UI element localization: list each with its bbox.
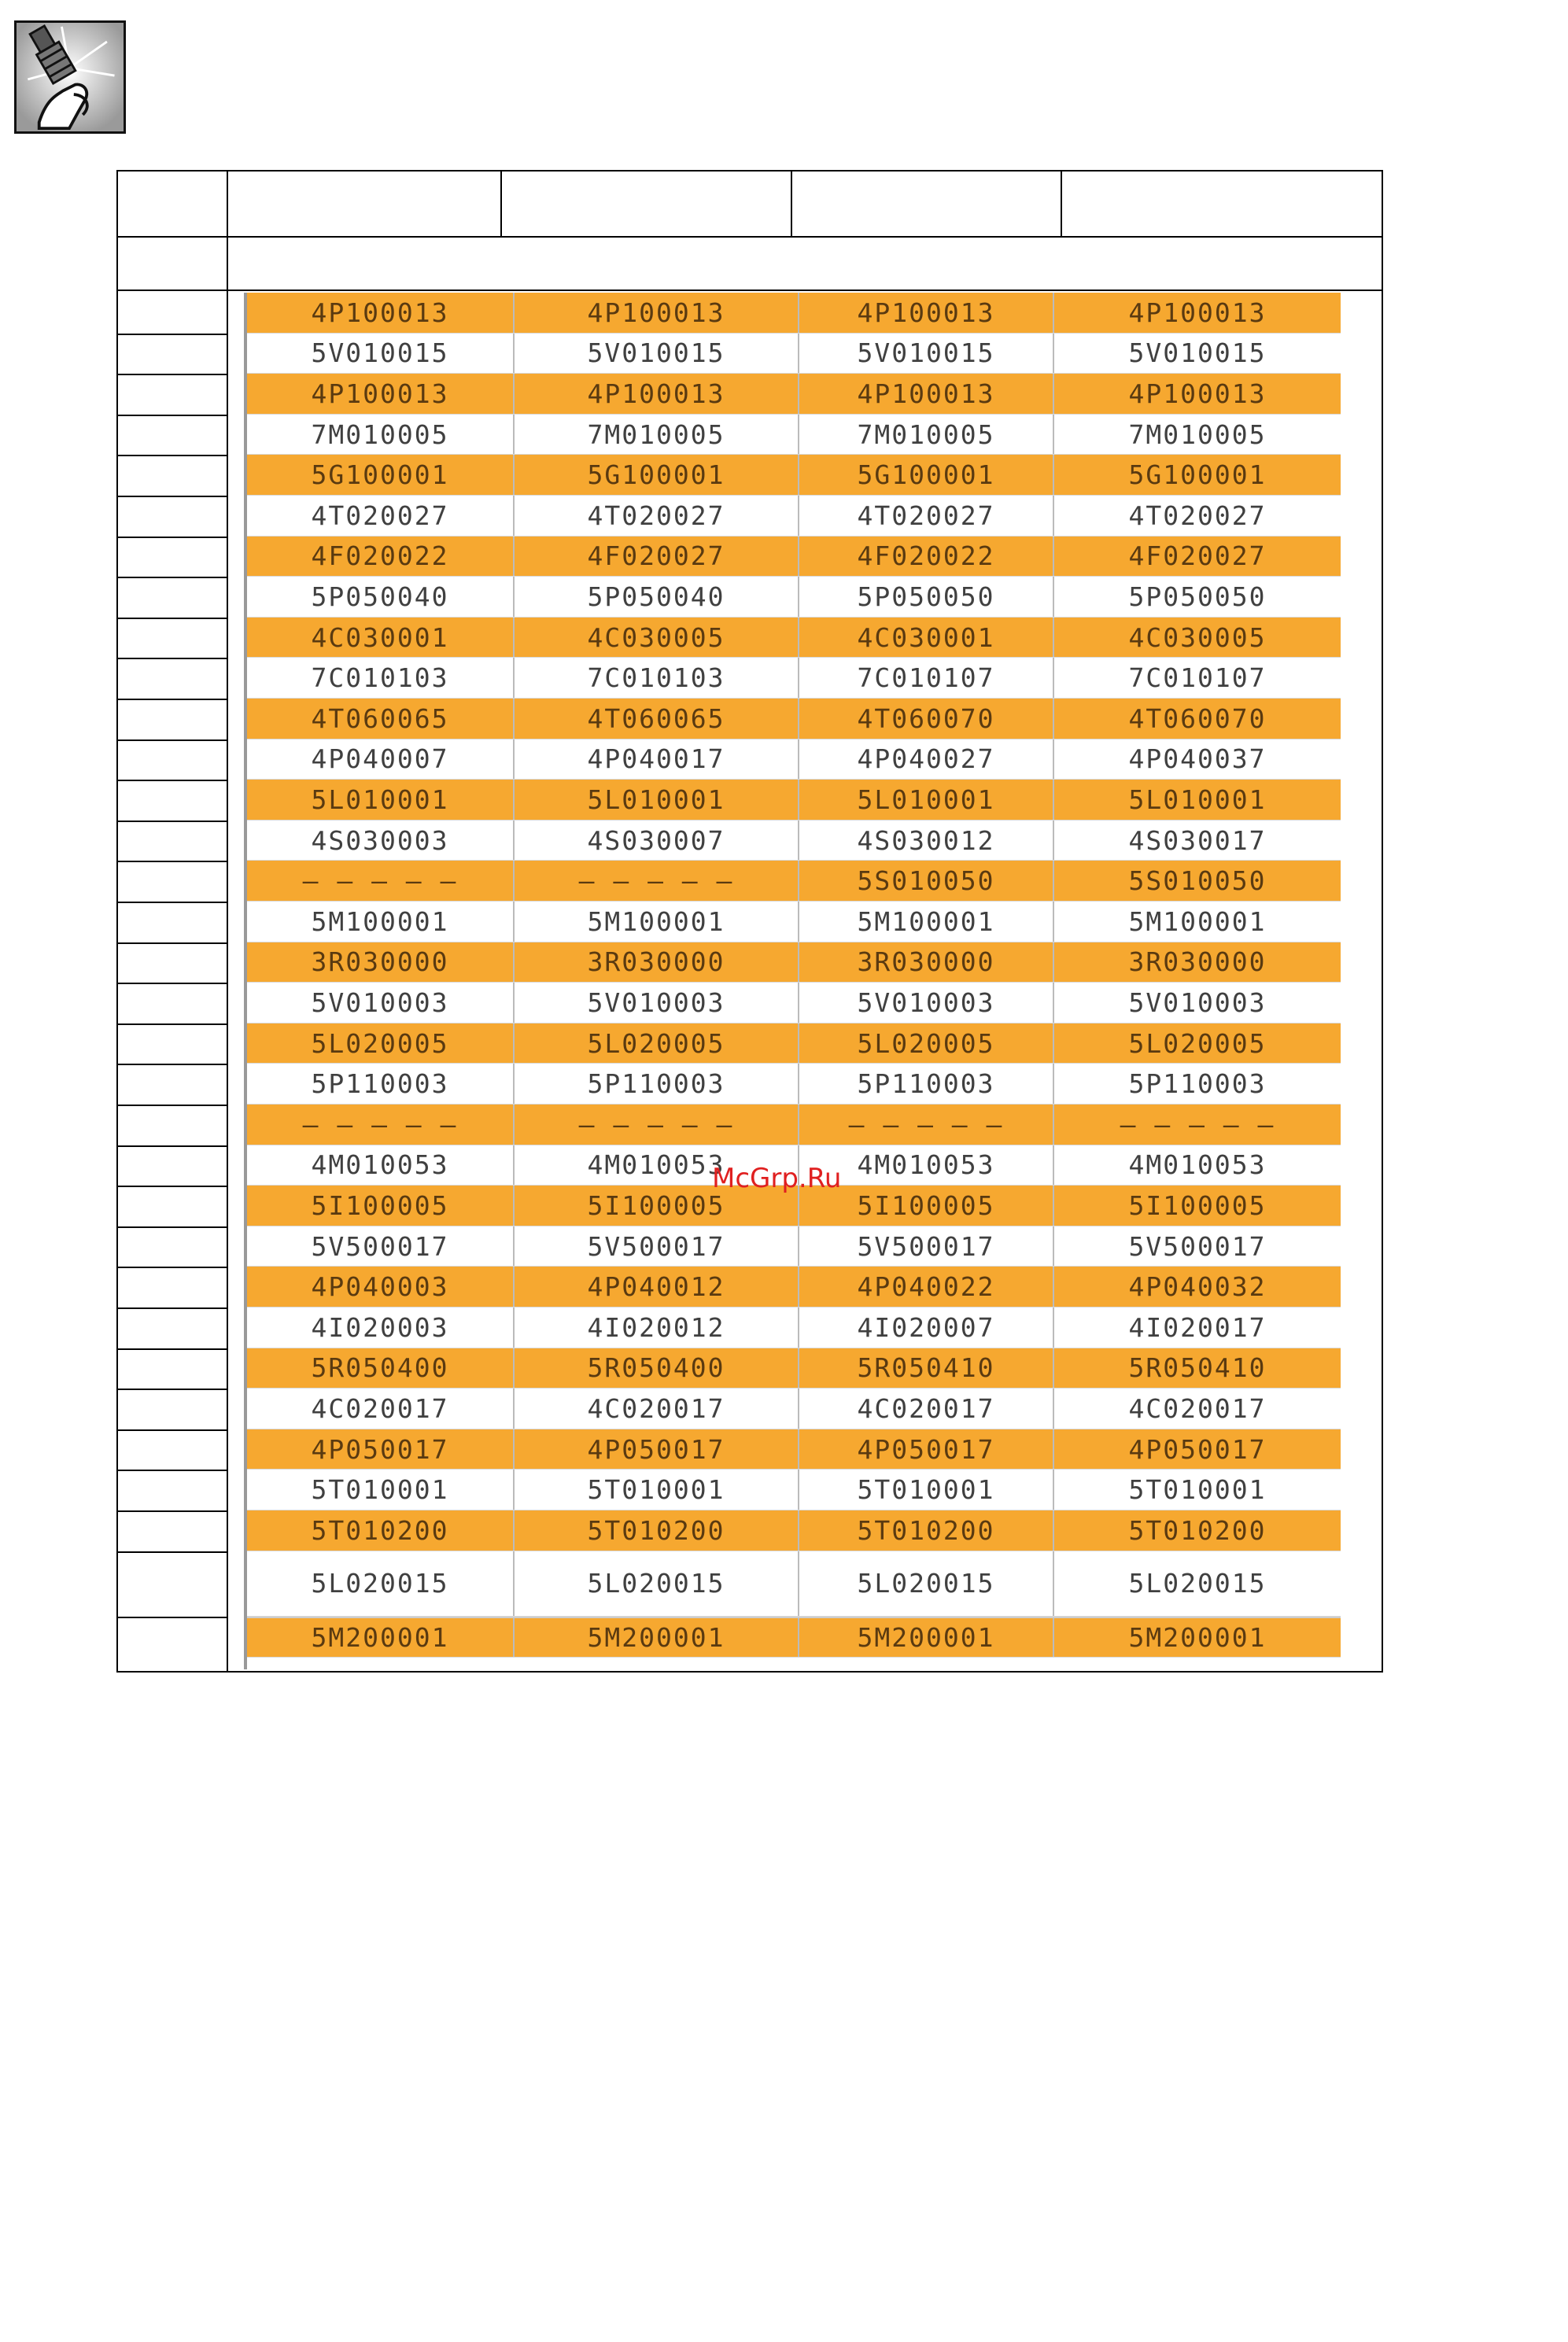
part-number-cell: 5T010001	[1128, 1474, 1267, 1506]
part-number-cell: 5M100001	[515, 902, 799, 942]
row-separator	[116, 780, 228, 781]
table-row	[247, 739, 1341, 780]
part-number-cell: 5M100001	[247, 902, 515, 942]
part-number-cell: 5L020005	[1128, 1027, 1267, 1059]
part-number-cell: 3R030000	[1128, 946, 1267, 978]
row-separator	[116, 739, 228, 741]
part-number-cell: 5L020015	[247, 1551, 515, 1617]
part-number-cell: 4P100013	[515, 374, 799, 414]
table-row	[247, 293, 1341, 334]
row-separator	[116, 1226, 228, 1228]
part-number-cell: 4P040007	[247, 739, 515, 780]
part-number-cell: 4T060070	[799, 699, 1054, 739]
part-number-cell: 4F020027	[515, 537, 799, 577]
parts-table	[244, 293, 1341, 1669]
part-number-cell: 5P110003	[799, 1064, 1054, 1104]
part-number-cell: 5P050040	[515, 577, 799, 617]
part-number-cell: 4P100013	[1128, 297, 1267, 328]
part-number-cell: — — — — —	[247, 1105, 515, 1145]
table-row	[247, 1470, 1341, 1510]
table-row	[247, 1226, 1341, 1267]
part-number-cell: 4I020007	[799, 1307, 1054, 1348]
part-number-cell: 4P050017	[247, 1429, 515, 1470]
part-number-cell: 5L010001	[799, 780, 1054, 820]
part-number-cell: 4C020017	[247, 1389, 515, 1429]
part-number-cell: 5L020005	[799, 1023, 1054, 1064]
part-number-cell: 4C020017	[799, 1389, 1054, 1429]
part-number-cell: 5G100001	[799, 455, 1054, 495]
part-number-cell: 4P100013	[515, 293, 799, 333]
part-number-cell: 7M010005	[799, 415, 1054, 455]
part-number-cell: 4M010053	[515, 1145, 799, 1186]
part-number-cell: 4P050017	[1128, 1433, 1267, 1465]
part-number-cell: 5M200001	[247, 1618, 515, 1657]
table-row	[247, 334, 1341, 374]
table-row	[247, 537, 1341, 577]
part-number-cell: 4C030005	[1128, 621, 1267, 653]
part-number-cell: 5M200001	[1128, 1622, 1267, 1654]
part-number-cell: 5I100005	[1128, 1189, 1267, 1221]
part-number-cell: 5S010050	[1128, 865, 1267, 897]
part-number-cell: 5L010001	[515, 780, 799, 820]
part-number-cell: 4S030012	[799, 821, 1054, 861]
part-number-cell: 5I100005	[247, 1186, 515, 1226]
part-number-cell: 5V500017	[799, 1226, 1054, 1267]
part-number-cell: 5P050040	[247, 577, 515, 617]
table-row	[247, 1348, 1341, 1389]
table-row	[247, 699, 1341, 739]
table-row	[247, 1023, 1341, 1064]
part-number-cell: 5M200001	[799, 1618, 1054, 1657]
row-separator	[116, 1064, 228, 1065]
part-number-cell: 5R050400	[247, 1348, 515, 1389]
part-number-cell: 4M010053	[799, 1145, 1054, 1186]
row-separator	[116, 537, 228, 538]
part-number-cell: 5R050410	[1128, 1352, 1267, 1384]
part-number-cell: 5V500017	[515, 1226, 799, 1267]
part-number-cell: 4F020022	[799, 537, 1054, 577]
part-number-cell: 3R030000	[515, 942, 799, 983]
table-row	[247, 496, 1341, 537]
row-separator	[116, 1510, 228, 1512]
table-row	[247, 618, 1341, 658]
table-row	[247, 942, 1341, 983]
table-row	[247, 1105, 1341, 1145]
part-number-cell: 4I020017	[1128, 1311, 1267, 1343]
part-number-cell: 4P040012	[515, 1267, 799, 1307]
row-separator	[116, 1617, 228, 1618]
part-number-cell: 5V010003	[515, 983, 799, 1023]
part-number-cell: 4I020012	[515, 1307, 799, 1348]
row-separator	[116, 1307, 228, 1309]
part-number-cell: 4M010053	[1128, 1149, 1267, 1181]
part-number-cell: 4P040022	[799, 1267, 1054, 1307]
part-number-cell: 4P100013	[1128, 378, 1267, 409]
row-separator	[116, 861, 228, 862]
header-divider-1	[500, 170, 502, 238]
table-row	[247, 1429, 1341, 1470]
part-number-cell: 5P110003	[515, 1064, 799, 1104]
part-number-cell: 5R050410	[799, 1348, 1054, 1389]
part-number-cell: — — — — —	[247, 861, 515, 901]
part-number-cell: 5P050050	[1128, 581, 1267, 612]
table-row	[247, 1510, 1341, 1551]
part-number-cell: 7C010107	[1128, 662, 1267, 694]
part-number-cell: 4P040027	[799, 739, 1054, 780]
part-number-cell: 4T020027	[247, 496, 515, 536]
part-number-cell: 4F020022	[247, 537, 515, 577]
part-number-cell: 3R030000	[799, 942, 1054, 983]
part-number-cell: 5T010200	[799, 1510, 1054, 1551]
part-number-cell: 5V010015	[799, 334, 1054, 374]
part-number-cell: — — — — —	[515, 1105, 799, 1145]
part-number-cell: 4C030001	[799, 618, 1054, 658]
row-separator	[116, 1389, 228, 1390]
table-row	[247, 577, 1341, 618]
part-number-cell: 4C020017	[1128, 1392, 1267, 1424]
frame-divider-left	[227, 170, 228, 1673]
row-separator	[116, 1186, 228, 1187]
part-number-cell: 5G100001	[515, 455, 799, 495]
part-number-cell: 4T020027	[515, 496, 799, 536]
part-number-cell: 5T010001	[799, 1470, 1054, 1510]
part-number-cell: 4T020027	[799, 496, 1054, 536]
table-row	[247, 1267, 1341, 1307]
part-number-cell: 5P110003	[247, 1064, 515, 1104]
part-number-cell: 5V010003	[799, 983, 1054, 1023]
part-number-cell: 4C020017	[515, 1389, 799, 1429]
part-number-cell: 7M010005	[1128, 419, 1267, 450]
table-row	[247, 1617, 1341, 1658]
part-number-cell: 5L010001	[247, 780, 515, 820]
part-number-cell: 5V010015	[247, 334, 515, 374]
row-separator	[116, 415, 228, 416]
row-separator	[116, 1145, 228, 1147]
table-row	[247, 658, 1341, 699]
part-number-cell: 5V010015	[1128, 337, 1267, 369]
part-number-cell: 5V500017	[1128, 1230, 1267, 1262]
part-number-cell: 4P050017	[515, 1429, 799, 1470]
part-number-cell: 5T010200	[1128, 1514, 1267, 1546]
row-separator	[116, 1470, 228, 1471]
part-number-cell: — — — — —	[799, 1105, 1054, 1145]
part-number-cell: 5V500017	[247, 1226, 515, 1267]
part-number-cell: 4F020027	[1128, 540, 1267, 572]
row-separator	[116, 983, 228, 984]
row-separator	[116, 699, 228, 700]
part-number-cell: 4C030005	[515, 618, 799, 658]
part-number-cell: 4T060065	[247, 699, 515, 739]
part-number-cell: 4P100013	[247, 374, 515, 414]
part-number-cell: 5R050400	[515, 1348, 799, 1389]
part-number-cell: 7M010005	[247, 415, 515, 455]
row-separator	[116, 658, 228, 659]
part-number-cell: 5V010003	[1128, 987, 1267, 1018]
part-number-cell: 5L010001	[1128, 784, 1267, 815]
row-separator	[116, 902, 228, 903]
header-rule-1	[116, 236, 1383, 238]
part-number-cell: — — — — —	[515, 861, 799, 901]
part-number-cell: 4P100013	[799, 293, 1054, 333]
part-number-cell: 5L020005	[247, 1023, 515, 1064]
part-number-cell: 4T060070	[1128, 703, 1267, 734]
part-number-cell: 4P040003	[247, 1267, 515, 1307]
header-divider-3	[1061, 170, 1062, 238]
row-separator	[116, 334, 228, 335]
part-number-cell: 7C010107	[799, 658, 1054, 698]
part-number-cell: 7C010103	[515, 658, 799, 698]
part-number-cell: 4P100013	[799, 374, 1054, 414]
part-number-cell: 5L020015	[1128, 1568, 1267, 1599]
table-row	[247, 983, 1341, 1023]
part-number-cell: 5I100005	[515, 1186, 799, 1226]
part-number-cell: 5T010200	[515, 1510, 799, 1551]
part-number-cell: 5G100001	[247, 455, 515, 495]
part-number-cell: 5T010001	[515, 1470, 799, 1510]
part-number-cell: 4P040037	[1128, 743, 1267, 775]
table-row	[247, 1551, 1341, 1617]
row-separator	[116, 496, 228, 497]
part-number-cell: 4M010053	[247, 1145, 515, 1186]
part-number-cell: 5T010001	[247, 1470, 515, 1510]
part-number-cell: 4C030001	[247, 618, 515, 658]
part-number-cell: 7C010103	[247, 658, 515, 698]
row-separator	[116, 1348, 228, 1350]
header-rule-2	[116, 290, 1383, 291]
row-separator	[116, 577, 228, 578]
part-number-cell: 5L020015	[799, 1551, 1054, 1617]
part-number-cell: 5P050050	[799, 577, 1054, 617]
row-separator	[116, 374, 228, 375]
part-number-cell: 5L020005	[515, 1023, 799, 1064]
part-number-cell: 4I020003	[247, 1307, 515, 1348]
part-number-cell: 5L020015	[515, 1551, 799, 1617]
table-row	[247, 415, 1341, 455]
table-row	[247, 1064, 1341, 1105]
part-number-cell: 4P040032	[1128, 1271, 1267, 1303]
part-number-cell: 4T020027	[1128, 500, 1267, 531]
row-separator	[116, 1551, 228, 1553]
table-row	[247, 821, 1341, 861]
table-row	[247, 1389, 1341, 1429]
part-number-cell: 4T060065	[515, 699, 799, 739]
table-row	[247, 861, 1341, 902]
row-separator	[116, 821, 228, 822]
row-separator	[116, 1105, 228, 1106]
part-number-cell: 7M010005	[515, 415, 799, 455]
part-number-cell: 4S030007	[515, 821, 799, 861]
part-number-cell: 4S030003	[247, 821, 515, 861]
part-number-cell: 5M100001	[799, 902, 1054, 942]
part-number-cell: 5M200001	[515, 1618, 799, 1657]
part-number-cell: 5S010050	[799, 861, 1054, 901]
part-number-cell: — — — — —	[1120, 1108, 1275, 1140]
part-number-cell: 3R030000	[247, 942, 515, 983]
part-number-cell: 5M100001	[1128, 905, 1267, 937]
table-row	[247, 374, 1341, 415]
row-separator	[116, 1429, 228, 1431]
part-number-cell: 4S030017	[1128, 824, 1267, 856]
part-number-cell: 4P040017	[515, 739, 799, 780]
part-number-cell: 5G100001	[1128, 459, 1267, 491]
row-separator	[116, 618, 228, 619]
row-separator	[116, 942, 228, 944]
part-number-cell: 5P110003	[1128, 1068, 1267, 1100]
watermark: McGrp.Ru	[712, 1163, 842, 1194]
part-number-cell: 5T010200	[247, 1510, 515, 1551]
part-number-cell: 4P100013	[247, 293, 515, 333]
hand-holding-tool-icon	[14, 20, 126, 134]
table-row	[247, 902, 1341, 942]
table-row	[247, 455, 1341, 496]
table-row	[247, 1307, 1341, 1348]
part-number-cell: 5V010003	[247, 983, 515, 1023]
row-separator	[116, 1023, 228, 1025]
row-separator	[116, 455, 228, 456]
part-number-cell: 5I100005	[799, 1186, 1054, 1226]
header-divider-2	[791, 170, 792, 238]
row-separator	[116, 1267, 228, 1268]
part-number-cell: 5V010015	[515, 334, 799, 374]
table-row	[247, 780, 1341, 821]
part-number-cell: 4P050017	[799, 1429, 1054, 1470]
